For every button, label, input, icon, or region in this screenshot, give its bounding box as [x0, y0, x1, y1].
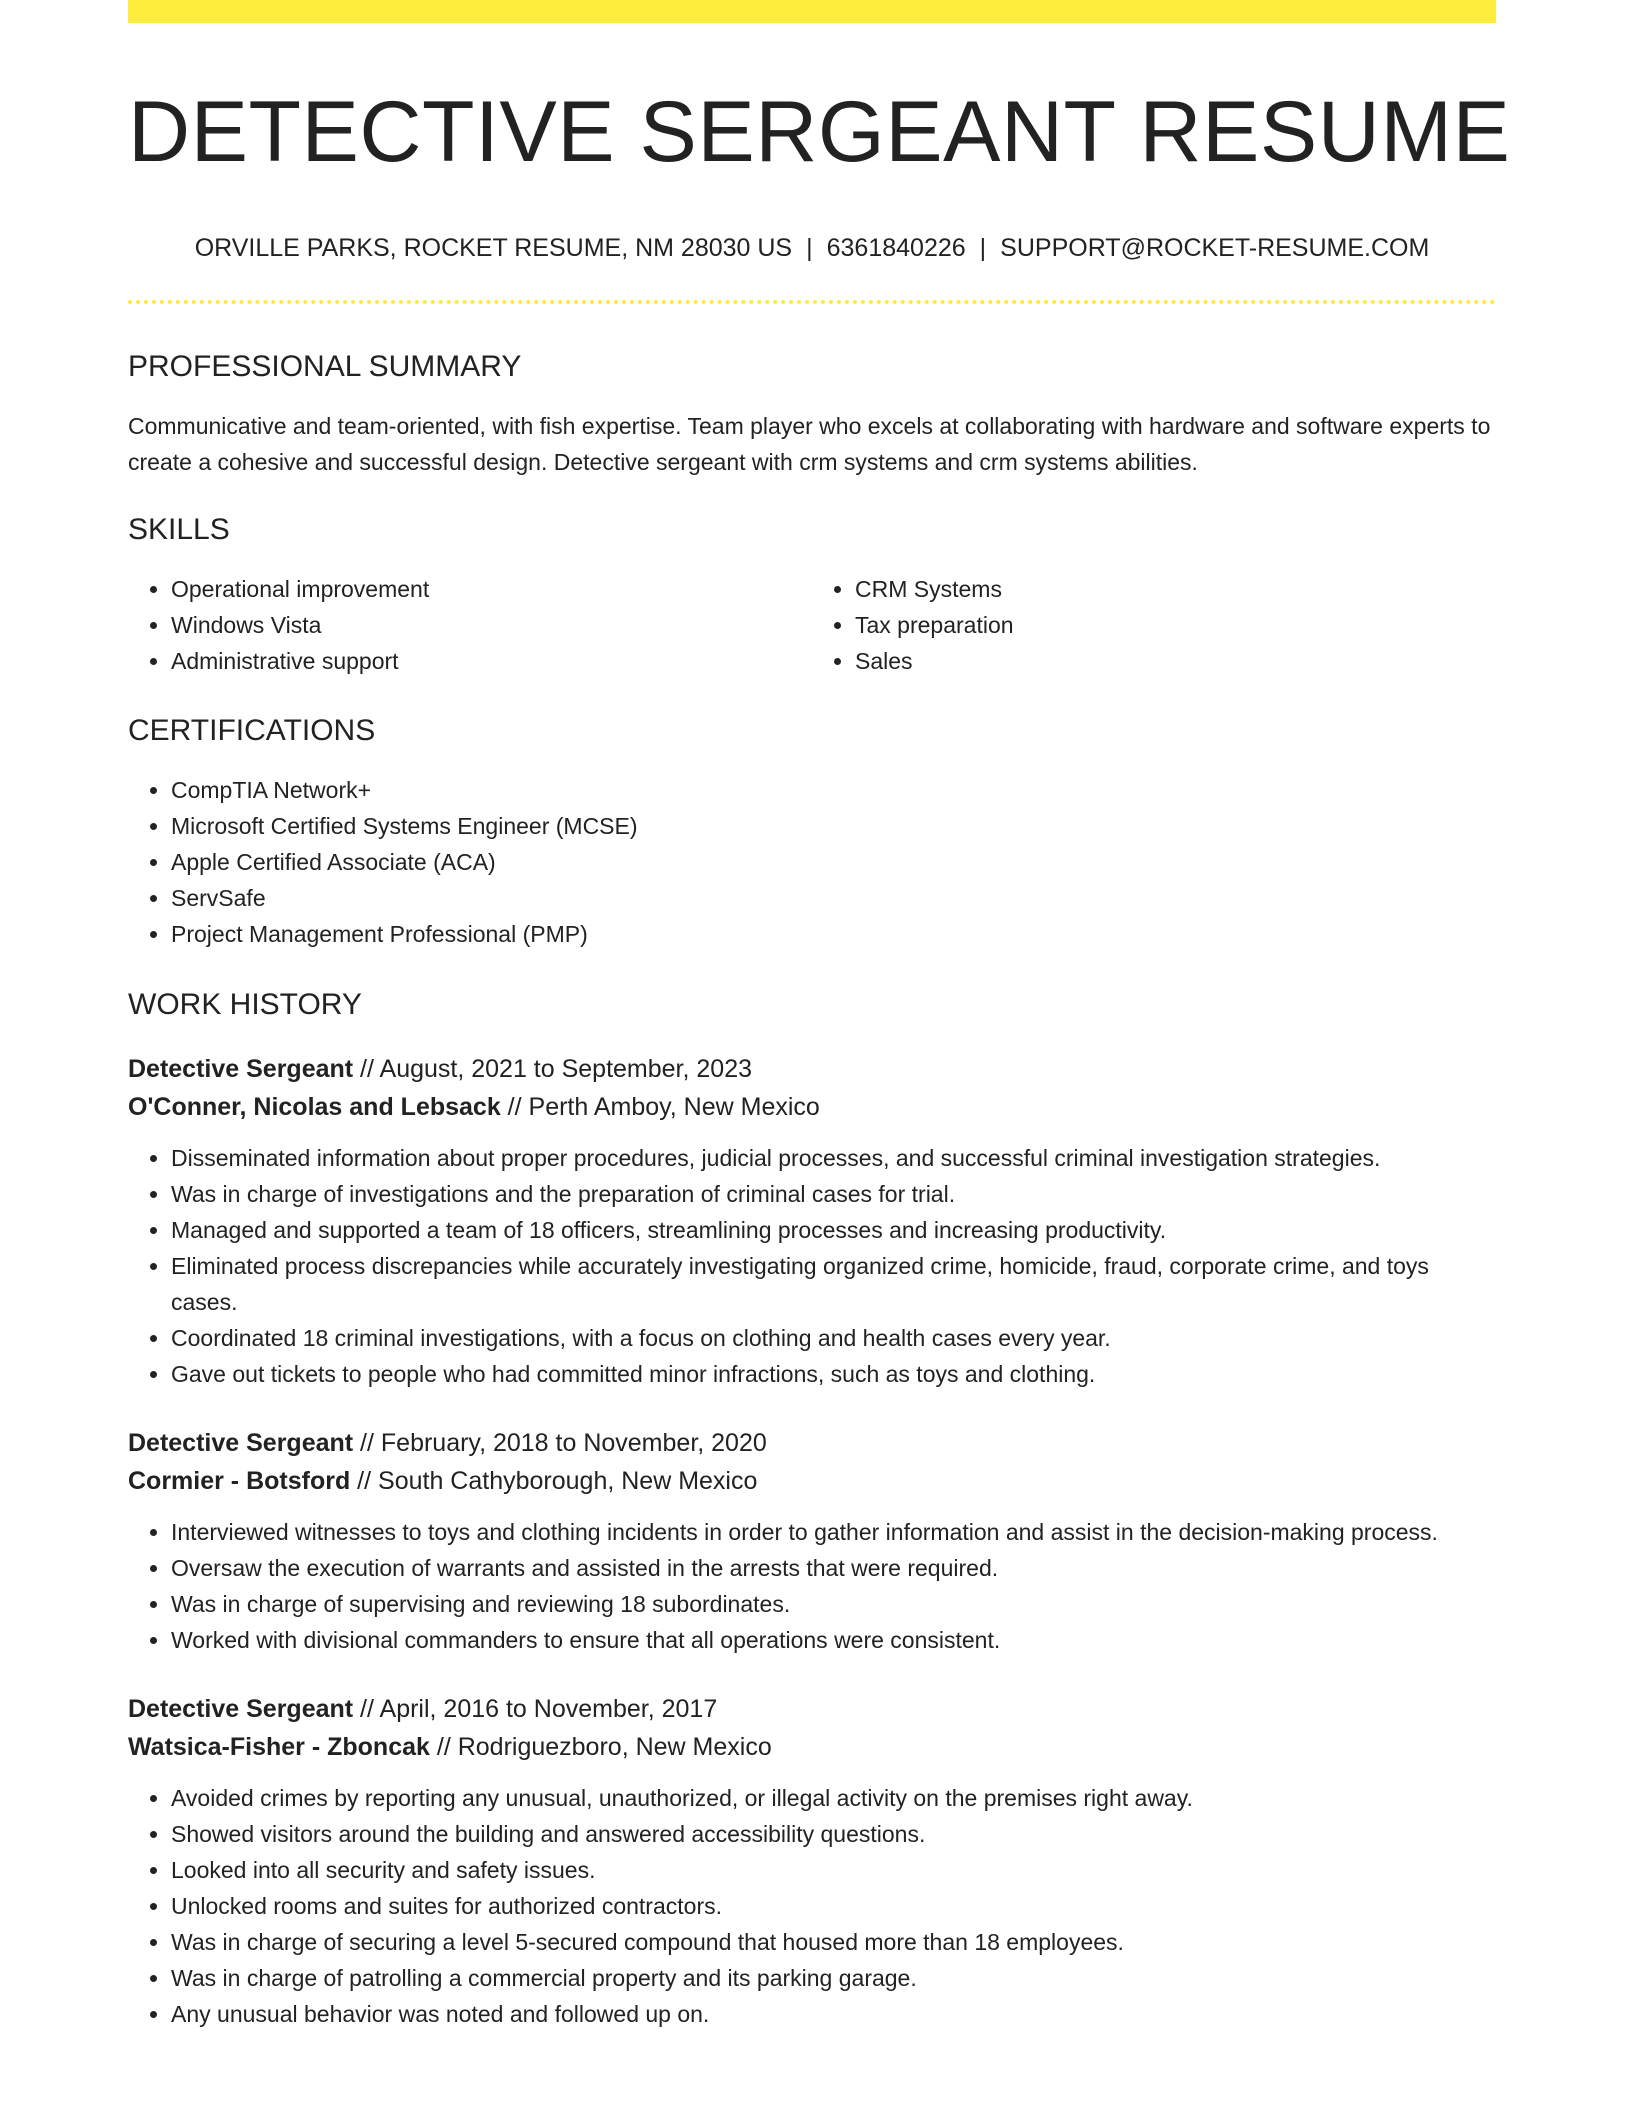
job-entry	[128, 1424, 1496, 1658]
job-role-line	[128, 1690, 1496, 1728]
summary-heading: PROFESSIONAL SUMMARY	[128, 350, 522, 383]
skill-item: • Operational improvement	[171, 571, 812, 607]
skills-heading: SKILLS	[128, 513, 230, 546]
job-dates: // August, 2021 to September, 2023	[353, 1055, 753, 1083]
job-company-line	[128, 1088, 1496, 1126]
job-bullet: • Disseminated information about proper procedures, judicial processes, and successful criminal investigation strategies.	[171, 1140, 1496, 1176]
job-bullet: • Looked into all security and safety issues.	[171, 1852, 1496, 1888]
certification-item: • Microsoft Certified Systems Engineer (MCSE)	[171, 808, 1496, 844]
job-bullet: • Was in charge of patrolling a commercial property and its parking garage.	[171, 1960, 1496, 1996]
job-role-line	[128, 1050, 1496, 1088]
job-company-line	[128, 1462, 1496, 1500]
job-entry	[128, 1050, 1496, 1392]
job-role: Detective Sergeant	[128, 1695, 354, 1723]
job-bullets	[128, 1140, 1496, 1392]
job-bullet: • Coordinated 18 criminal investigations, with a focus on clothing and health cases every year.	[171, 1320, 1496, 1356]
job-bullet: • Unlocked rooms and suites for authorized contractors.	[171, 1888, 1496, 1924]
job-role-line	[128, 1424, 1496, 1462]
job-bullets	[128, 1514, 1496, 1658]
certification-item: • CompTIA Network+	[171, 772, 1496, 808]
job-bullet: • Was in charge of securing a level 5-secured compound that housed more than 18 employees.	[171, 1924, 1496, 1960]
contact-phone: 6361840226	[826, 234, 966, 262]
skills-list-left	[128, 571, 812, 679]
job-company: Watsica-Fisher - Zboncak	[128, 1733, 430, 1761]
job-entry	[128, 1690, 1496, 2032]
summary-text: Communicative and team-oriented, with fish expertise. Team player who excels at collaborating with hardware and software experts to create a cohesive and successful design. Detective sergeant with crm systems and crm systems abilities.	[128, 413, 1491, 475]
job-bullet: • Interviewed witnesses to toys and clothing incidents in order to gather information and assist in the decision-making process.	[171, 1514, 1496, 1550]
work-history-heading: WORK HISTORY	[128, 988, 362, 1021]
resume-content	[128, 0, 1511, 2032]
job-bullet: • Avoided crimes by reporting any unusual, unauthorized, or illegal activity on the premises right away.	[171, 1780, 1496, 1816]
skill-item: • Windows Vista	[171, 607, 812, 643]
skills-list-right	[812, 571, 1496, 679]
certifications-list	[128, 772, 1496, 952]
job-bullet: • Was in charge of investigations and the preparation of criminal cases for trial.	[171, 1176, 1496, 1212]
job-bullet: • Was in charge of supervising and reviewing 18 subordinates.	[171, 1586, 1496, 1622]
job-company: Cormier - Botsford	[128, 1467, 351, 1495]
job-bullet: • Gave out tickets to people who had committed minor infractions, such as toys and clothing.	[171, 1356, 1496, 1392]
job-bullet: • Any unusual behavior was noted and followed up on.	[171, 1996, 1496, 2032]
top-accent-bar	[128, 0, 1496, 23]
header-divider	[128, 300, 1496, 304]
contact-separator: |	[979, 234, 987, 262]
skill-item: • Tax preparation	[855, 607, 1496, 643]
certifications-heading: CERTIFICATIONS	[128, 714, 376, 747]
contact-separator: |	[806, 234, 813, 262]
skill-item: • Administrative support	[171, 643, 812, 679]
contact-email: SUPPORT@ROCKET-RESUME.COM	[1000, 234, 1430, 262]
job-dates: // April, 2016 to November, 2017	[353, 1695, 718, 1723]
certification-item: • Project Management Professional (PMP)	[171, 916, 1496, 952]
job-bullet: • Eliminated process discrepancies while accurately investigating organized crime, homicide, fraud, corporate crime, and toys cases.	[171, 1248, 1496, 1320]
job-location: // Rodriguezboro, New Mexico	[429, 1733, 772, 1761]
job-bullets	[128, 1780, 1496, 2032]
job-role: Detective Sergeant	[128, 1055, 354, 1083]
skills-columns	[128, 571, 1496, 679]
job-role: Detective Sergeant	[128, 1429, 354, 1457]
skill-item: • CRM Systems	[855, 571, 1496, 607]
skill-item: • Sales	[855, 643, 1496, 679]
job-location: // Perth Amboy, New Mexico	[500, 1093, 820, 1121]
job-location: // South Cathyborough, New Mexico	[350, 1467, 758, 1495]
job-bullet: • Showed visitors around the building and answered accessibility questions.	[171, 1816, 1496, 1852]
job-company: O'Conner, Nicolas and Lebsack	[128, 1093, 501, 1121]
job-bullet: • Oversaw the execution of warrants and assisted in the arrests that were required.	[171, 1550, 1496, 1586]
contact-line	[128, 236, 1496, 261]
resume-title: DETECTIVE SERGEANT RESUME	[128, 84, 1511, 180]
contact-address: ORVILLE PARKS, ROCKET RESUME, NM 28030 US	[194, 234, 793, 262]
job-company-line	[128, 1728, 1496, 1766]
job-dates: // February, 2018 to November, 2020	[353, 1429, 767, 1457]
job-bullet: • Managed and supported a team of 18 officers, streamlining processes and increasing productivity.	[171, 1212, 1496, 1248]
certification-item: • Apple Certified Associate (ACA)	[171, 844, 1496, 880]
job-bullet: • Worked with divisional commanders to ensure that all operations were consistent.	[171, 1622, 1496, 1658]
certification-item: • ServSafe	[171, 880, 1496, 916]
